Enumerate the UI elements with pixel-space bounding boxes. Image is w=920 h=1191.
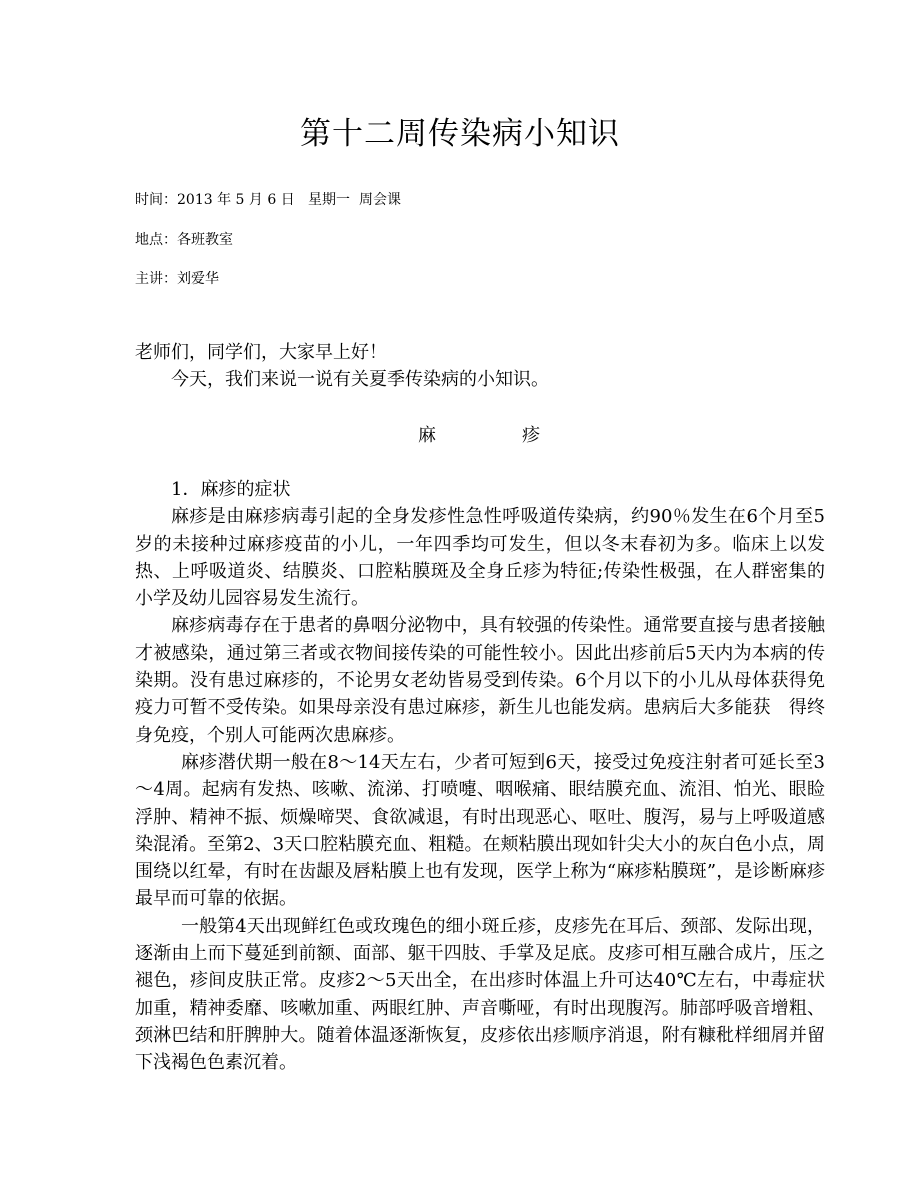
paragraph-4: 一般第4天出现鲜红色或玫瑰色的细小斑丘疹，皮疹先在耳后、颈部、发际出现，逐渐由上而下蔓延到前额、面部、躯干四肢、手掌及足底。皮疹可相互融合成片，压之褪色，疹间皮肤正常。皮疹2～5天出全，在出疹时体温上升可达40℃左右，中毒症状加重，精神委靡、咳嗽加重、两眼红肿、声音嘶哑，有时出现腹泻。肺部呼吸音增粗、颈淋巴结和肝脾肿大。随着体温逐渐恢复，皮疹依出疹顺序消退，附有糠秕样细屑并留下浅褐色色素沉着。 [135, 915, 825, 1074]
intro-line: 今天，我们来说一说有关夏季传染病的小知识。 [171, 369, 549, 390]
paragraph-1: 麻疹是由麻疹病毒引起的全身发疹性急性呼吸道传染病，约90％发生在6个月至5岁的未接种过麻疹疫苗的小儿，一年四季均可发生，但以冬末春初为多。临床上以发热、上呼吸道炎、结膜炎、口腔粘膜斑及全身丘疹为特征;传染性极强，在人群密集的小学及幼儿园容易发生流行。 [135, 506, 825, 610]
body-text [135, 476, 825, 1077]
section-heading-char-1: 麻 [418, 425, 436, 446]
greeting: 老师们，同学们，大家早上好！ [135, 342, 387, 363]
place-line: 地点：各班教室 [135, 232, 233, 248]
paragraph-3: 麻疹潜伏期一般在8～14天左右，少者可短到6天，接受过免疫注射者可延长至3～4周。起病有发热、咳嗽、流涕、打喷嚏、咽喉痛、眼结膜充血、流泪、怕光、眼睑浮肿、精神不振、烦燥啼哭、食欲减退，有时出现恶心、呕吐、腹泻，易与上呼吸道感染混淆。至第2、3天口腔粘膜充血、粗糙。在颊粘膜出现如针尖大小的灰白色小点，周围绕以红晕，有时在齿龈及唇粘膜上也有发现，医学上称为“麻疹粘膜斑”，是诊断麻疹最早而可靠的依据。 [135, 751, 825, 910]
time-line: 时间：2013 年 5 月 6 日 星期一 周会课 [135, 192, 401, 208]
document-title: 第十二周传染病小知识 [300, 116, 620, 152]
speaker-line: 主讲：刘爱华 [135, 271, 219, 287]
paragraph-2: 麻疹病毒存在于患者的鼻咽分泌物中，具有较强的传染性。通常要直接与患者接触才被感染，通过第三者或衣物间接传染的可能性较小。因此出疹前后5天内为本病的传染期。没有患过麻疹的，不论男女老幼皆易受到传染。6个月以下的小儿从母体获得免疫力可暂不受传染。如果母亲没有患过麻疹，新生儿也能发病。患病后大多能获 得终身免疫，个别人可能两次患麻疹。 [135, 615, 825, 746]
section-heading-char-2: 疹 [522, 425, 540, 446]
subheading: 1．麻疹的症状 [171, 479, 291, 500]
